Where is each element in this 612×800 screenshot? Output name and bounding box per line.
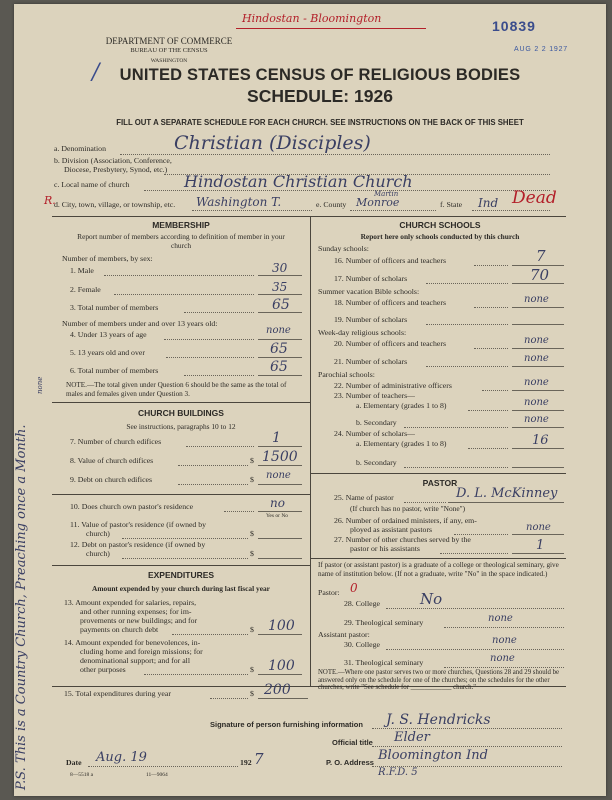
q22-dots	[482, 390, 508, 391]
q23b-value: none	[524, 414, 549, 425]
buildings-title: CHURCH BUILDINGS	[138, 408, 224, 418]
q1-dots	[104, 275, 254, 276]
q8-dollar: $	[250, 456, 254, 465]
form-subtitle: SCHEDULE: 1926	[247, 86, 393, 106]
q15-dollar: $	[250, 689, 254, 698]
po-address-value: Bloomington Ind	[378, 748, 488, 763]
schools-intro: Report here only schools conducted by this church	[360, 232, 520, 241]
q28-value: No	[420, 590, 443, 608]
po-address-label: P. O. Address	[326, 758, 374, 767]
official-title-label: Official title	[332, 738, 373, 747]
q6-label: 6. Total number of members	[70, 366, 159, 375]
q23a-label: a. Elementary (grades 1 to 8)	[356, 401, 447, 410]
q11-dollar: $	[250, 529, 254, 538]
q5-value: 65	[270, 341, 288, 357]
q24b-dots	[404, 467, 508, 468]
q16-value: 7	[536, 247, 546, 265]
q11-label-2: church)	[86, 529, 110, 538]
q10-label: 10. Does church own pastor's residence	[70, 502, 194, 511]
q9-value: none	[266, 470, 291, 481]
form-instruction: FILL OUT A SEPARATE SCHEDULE FOR EACH CHURCH. SEE INSTRUCTIONS ON THE BACK OF THIS SHEET	[116, 118, 524, 127]
q31-value: none	[490, 653, 515, 664]
q6-dots	[184, 375, 254, 376]
q21-label: 21. Number of scholars	[334, 357, 408, 366]
q18-value: none	[524, 294, 549, 305]
q29-dots	[444, 627, 564, 628]
date-line	[88, 766, 238, 767]
q12-line	[258, 558, 302, 559]
official-title-line	[372, 746, 562, 747]
q10-dots	[224, 511, 254, 512]
q25-note: (If church has no pastor, write "None")	[350, 504, 466, 513]
year-label: 192	[240, 758, 252, 767]
local-name-value: Hindostan Christian Church	[184, 172, 413, 191]
city-line	[192, 210, 312, 211]
q29-label: 29. Theological seminary	[344, 618, 424, 627]
q24b-label: b. Secondary	[356, 458, 397, 467]
q5-label: 5. 13 years old and over	[70, 348, 145, 357]
q6-value: 65	[270, 359, 288, 375]
denomination-label: a. Denomination	[54, 144, 106, 153]
signature-line	[372, 728, 562, 729]
q28-label: 28. College	[344, 599, 380, 608]
q16-label: 16. Number of officers and teachers	[334, 256, 447, 265]
division-label-2: Diocese, Presbytery, Synod, etc.)	[64, 165, 168, 174]
q27-label: 27. Number of other churches served by the	[334, 535, 471, 544]
q10-line	[258, 511, 302, 512]
q19-label: 19. Number of scholars	[334, 315, 408, 324]
q9-dots	[178, 484, 248, 485]
q28-dots	[386, 608, 564, 609]
q26-value: none	[526, 522, 551, 533]
q5-line	[258, 357, 302, 358]
q25-label: 25. Name of pastor	[334, 493, 394, 502]
form-code: 8—5518 a	[70, 772, 94, 778]
signature-value: J. S. Hendricks	[386, 712, 491, 728]
q14-line	[258, 674, 302, 675]
q13-value: 100	[268, 618, 295, 634]
q22-label: 22. Number of administrative officers	[334, 381, 452, 390]
q26-label: 26. Number of ordained ministers, if any, em-	[334, 516, 477, 525]
q17-dots	[426, 283, 508, 284]
department-header	[74, 36, 264, 66]
q1-label: 1. Male	[70, 266, 94, 275]
q14-label-2: cluding home and foreign missions; for	[80, 647, 203, 656]
q5-dots	[166, 357, 254, 358]
q4-line	[258, 339, 302, 340]
q2-dots	[114, 294, 254, 295]
signature-label: Signature of person furnishing information	[210, 720, 363, 729]
schools-rule	[310, 473, 566, 474]
pastor-note: NOTE.—Where one pastor serves two or more churches, Questions 28 and 29 should be answered only on the schedule for one of the churches; on the schedules for the other churches, write "See schedule for ____________ church."	[318, 669, 560, 692]
q31-label: 31. Theological seminary	[344, 658, 424, 667]
q23a-line	[512, 410, 564, 411]
membership-note: NOTE.—The total given under Question 6 should be the same as the total of males and females given under Question 3.	[66, 381, 287, 398]
q1-line	[258, 275, 302, 276]
assistant-label: Assistant pastor:	[318, 630, 370, 639]
q19-dots	[426, 324, 508, 325]
q23b-line	[512, 427, 564, 428]
buildings-rule-1	[52, 494, 310, 495]
q29-value: none	[488, 613, 513, 624]
q15-label: 15. Total expenditures during year	[64, 689, 171, 698]
q30-value: none	[492, 635, 517, 646]
q23b-dots	[404, 427, 508, 428]
q13-dollar: $	[250, 625, 254, 634]
q15-line	[258, 698, 308, 699]
top-rule	[52, 216, 566, 217]
denomination-line	[120, 154, 550, 155]
summer-label: Summer vacation Bible schools:	[318, 287, 420, 296]
check-mark: /	[92, 60, 100, 85]
q4-value: none	[266, 325, 291, 336]
county-value-alt: Martin	[374, 190, 399, 198]
q27-label-2: pastor or his assistants	[350, 544, 420, 553]
dept-line2: BUREAU OF THE CENSUS	[130, 47, 208, 54]
q27-value: 1	[536, 538, 545, 553]
division-label: b. Division (Association, Conference,	[54, 156, 172, 165]
expenditures-title: EXPENDITURES	[147, 570, 215, 580]
q24b-line	[512, 467, 564, 468]
form-title: UNITED STATES CENSUS OF RELIGIOUS BODIES	[119, 66, 521, 84]
q9-dollar: $	[250, 475, 254, 484]
state-label: f. State	[440, 200, 463, 209]
pastor-red-mark: 0	[350, 581, 358, 595]
q13-line	[258, 634, 302, 635]
margin-note: P.S. This is a Country Church, Preaching once a Month.	[14, 424, 29, 790]
sunday-label: Sunday schools:	[318, 244, 369, 253]
q20-value: none	[524, 335, 549, 346]
q8-dots	[178, 465, 248, 466]
q13-label-3: provements or new buildings; and for	[80, 616, 198, 625]
city-label: d. City, town, village, or township, etc.	[54, 200, 176, 209]
schools-title: CHURCH SCHOOLS	[399, 220, 481, 230]
year-value: 7	[254, 750, 264, 768]
q23-label: 23. Number of teachers—	[334, 391, 415, 400]
q6-line	[258, 375, 302, 376]
q8-line	[258, 465, 302, 466]
po-address-value-2: R.F.D. 5	[378, 767, 418, 778]
date-label: Date	[66, 758, 82, 767]
q1-value: 30	[272, 261, 288, 275]
q18-label: 18. Number of officers and teachers	[334, 298, 447, 307]
q10-value: no	[270, 496, 285, 510]
pastor-title: PASTOR	[422, 478, 458, 488]
q3-label: 3. Total number of members	[70, 303, 159, 312]
q30-label: 30. College	[344, 640, 380, 649]
denomination-value: Christian (Disciples)	[174, 132, 371, 154]
q3-dots	[184, 312, 254, 313]
q13-label-4: payments on church debt	[80, 625, 159, 634]
membership-title: MEMBERSHIP	[152, 220, 210, 230]
q9-label: 9. Debt on church edifices	[70, 475, 153, 484]
q13-dots	[172, 634, 248, 635]
q14-dollar: $	[250, 665, 254, 674]
q23a-dots	[468, 410, 508, 411]
q14-label-3: denominational support; and for all	[80, 656, 190, 665]
dept-line1: DEPARTMENT OF COMMERCE	[105, 36, 233, 46]
county-label: e. County	[316, 200, 347, 209]
q11-dots	[122, 538, 248, 539]
q8-label: 8. Value of church edifices	[70, 456, 154, 465]
q7-line	[258, 446, 302, 447]
state-red-annotation: Dead	[512, 188, 557, 208]
q14-label: 14. Amount expended for benevolences, in-	[64, 638, 201, 647]
q20-label: 20. Number of officers and teachers	[334, 339, 447, 348]
q21-dots	[426, 366, 508, 367]
q18-line	[512, 307, 564, 308]
weekday-label: Week-day religious schools:	[318, 328, 407, 337]
q13-label-2: and other running expenses; for im-	[80, 607, 192, 616]
date-received-stamp: AUG 2 2 1927	[514, 46, 568, 53]
q14-label-4: other purposes	[80, 665, 126, 674]
q12-dots	[122, 558, 248, 559]
q17-label: 17. Number of scholars	[334, 274, 408, 283]
by-sex-label: Number of members, by sex:	[62, 254, 153, 263]
q16-dots	[474, 265, 508, 266]
q18-dots	[474, 307, 508, 308]
q14-value: 100	[268, 658, 295, 674]
q26-line	[512, 534, 564, 535]
q4-label: 4. Under 13 years of age	[70, 330, 147, 339]
q20-dots	[474, 348, 508, 349]
q31-dots	[444, 667, 564, 668]
q15-dots	[210, 698, 248, 699]
yes-no-hint: Yes or No	[266, 513, 289, 519]
expenditures-intro: Amount expended by your church during last fiscal year	[92, 584, 270, 593]
city-value: Washington T.	[196, 195, 282, 209]
q8-value: 1500	[262, 449, 298, 465]
county-value: Monroe	[356, 196, 400, 209]
q12-label: 12. Debt on pastor's residence (if owned by	[70, 540, 206, 549]
q22-value: none	[524, 377, 549, 388]
q13-label: 13. Amount expended for salaries, repairs,	[64, 598, 197, 607]
date-value: Aug. 19	[96, 750, 147, 765]
age-intro-label: Number of members under and over 13 years old:	[62, 319, 218, 328]
handwritten-location: Hindostan - Bloomington	[242, 12, 382, 25]
q19-line	[512, 324, 564, 325]
buildings-intro: See instructions, paragraphs 10 to 12	[126, 422, 236, 431]
r-mark: R.	[44, 194, 56, 207]
q11-line	[258, 538, 302, 539]
membership-rule	[52, 402, 310, 403]
q24a-label: a. Elementary (grades 1 to 8)	[356, 439, 447, 448]
q23b-label: b. Secondary	[356, 418, 397, 427]
q22-line	[512, 390, 564, 391]
q20-line	[512, 348, 564, 349]
form-code-2: 11—9064	[146, 772, 168, 778]
q21-value: none	[524, 353, 549, 364]
q25-value: D. L. McKinney	[456, 486, 558, 501]
census-schedule-page	[14, 4, 606, 796]
q25-line	[448, 502, 564, 503]
q14-dots	[144, 674, 248, 675]
q24a-dots	[468, 448, 508, 449]
center-rule	[310, 216, 311, 686]
q4-dots	[164, 339, 254, 340]
state-value: Ind	[478, 196, 499, 210]
parochial-label: Parochial schools:	[318, 370, 375, 379]
q24a-value: 16	[532, 433, 549, 448]
q24a-line	[512, 448, 564, 449]
q12-label-2: church)	[86, 549, 110, 558]
membership-intro: Report number of members according to definition of member in your church	[77, 232, 285, 250]
buildings-rule-2	[52, 565, 310, 566]
q3-value: 65	[272, 297, 290, 313]
local-name-label: c. Local name of church	[54, 180, 130, 189]
q2-value: 35	[272, 280, 288, 294]
q27-dots	[440, 553, 508, 554]
county-line	[350, 210, 436, 211]
official-title-value: Elder	[394, 730, 430, 745]
q17-value: 70	[530, 266, 550, 284]
pastor-label: Pastor:	[318, 588, 340, 597]
q9-line	[258, 484, 302, 485]
graduate-note: If pastor (or assistant pastor) is a graduate of a college or theological seminary, give name of institution below. (If not a graduate, write "No" in the space indicated.)	[318, 561, 559, 578]
q23a-value: none	[524, 397, 549, 408]
q25-dots	[404, 502, 446, 503]
q26-label-2: ployed as assistant pastors	[350, 525, 433, 534]
dept-line3: WASHINGTON	[150, 58, 188, 64]
q11-label: 11. Value of pastor's residence (if owned by	[70, 520, 207, 529]
q21-line	[512, 366, 564, 367]
form-number-stamp: 10839	[492, 18, 536, 34]
q2-line	[258, 294, 302, 295]
q2-label: 2. Female	[70, 285, 101, 294]
q7-dots	[186, 446, 254, 447]
q7-label: 7. Number of church edifices	[70, 437, 162, 446]
pastor-rule	[310, 558, 566, 559]
q27-line	[512, 553, 564, 554]
q24-label: 24. Number of scholars—	[334, 429, 415, 438]
margin-note-small: none	[36, 376, 44, 394]
q7-value: 1	[272, 430, 281, 446]
q12-dollar: $	[250, 549, 254, 558]
q15-value: 200	[264, 682, 291, 698]
q30-dots	[386, 649, 564, 650]
state-line	[472, 210, 550, 211]
red-underline	[236, 28, 426, 29]
